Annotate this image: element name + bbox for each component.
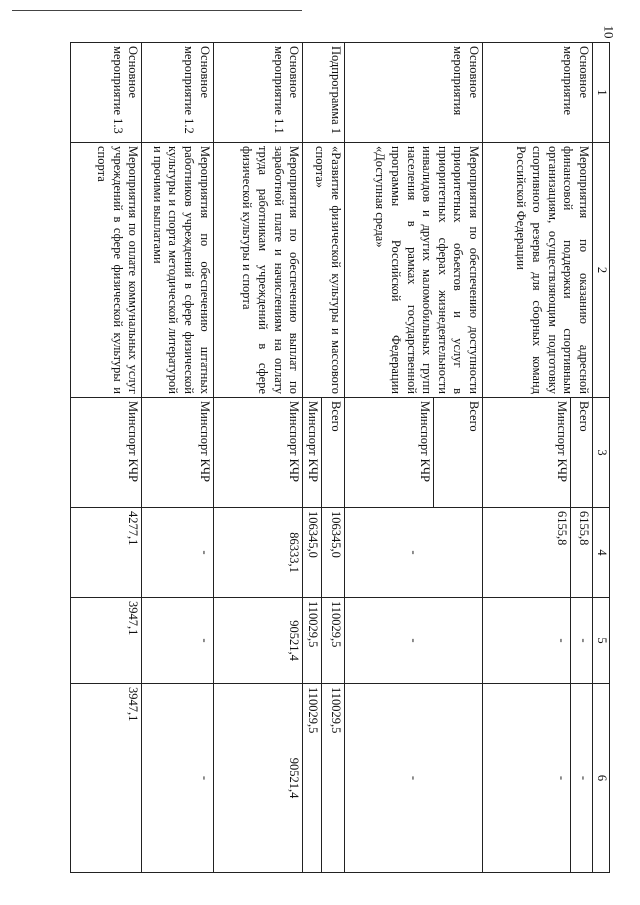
value-year-6-cell: 3947,1 (71, 684, 142, 873)
page-number: 10 (601, 25, 617, 39)
value-year-5-cell: - (570, 598, 592, 684)
value-year-6-cell: 110029,5 (303, 684, 322, 873)
value-year-6-cell: - (570, 684, 592, 873)
event-type-cell: Основное мероприятие (483, 43, 593, 143)
table-row (570, 43, 592, 873)
value-year-5-cell: 110029,5 (303, 598, 322, 684)
value-year-4-cell: 106345,0 (303, 508, 322, 598)
event-description-cell: Мероприятия по обеспечению штатных работников учреждений в сфере физической культуры и спорта методической литературой и прочими выплатами (142, 143, 213, 398)
rotated-table-container (70, 42, 610, 872)
value-year-4-cell: - (344, 508, 482, 598)
value-year-5-cell: - (483, 598, 571, 684)
executor-cell: Минспорт КЧР (71, 398, 142, 508)
event-type-cell: Подпрограмма 1 (303, 43, 344, 143)
executor-cell: Минспорт КЧР (213, 398, 303, 508)
header-row (593, 43, 610, 873)
value-year-4-cell: 4277,1 (71, 508, 142, 598)
budget-table (70, 42, 610, 873)
executor-cell: Минспорт КЧР (483, 398, 571, 508)
value-year-6-cell: 90521,4 (213, 684, 303, 873)
value-year-4-cell: 6155,8 (483, 508, 571, 598)
event-type-cell: Основное мероприятие 1.1 (213, 43, 303, 143)
top-rule (12, 10, 302, 11)
col-header-2: 2 (593, 143, 610, 398)
col-header-6: 6 (593, 684, 610, 873)
value-year-6-cell: - (344, 684, 482, 873)
executor-cell: Минспорт КЧР (142, 398, 213, 508)
event-description-cell: «Развитие физической культуры и массового спорта» (303, 143, 344, 398)
value-year-5-cell: - (344, 598, 482, 684)
value-year-6-cell: - (483, 684, 571, 873)
event-description-cell: Мероприятия по обеспечению выплат по заработной плате и начислениям на оплату труда работникам учреждений в сфере физической культуры и спорта (213, 143, 303, 398)
event-description-cell: Мероприятия по оказанию адресной финансовой поддержки спортивным организациям, осуществляющим подготовку спортивного резерва для сборных команд Российской Федерации (483, 143, 593, 398)
value-year-6-cell: 110029,5 (322, 684, 344, 873)
executor-cell: Всего (322, 398, 344, 508)
value-year-4-cell: 6155,8 (570, 508, 592, 598)
executor-cell: Минспорт КЧР (303, 398, 322, 508)
executor-cell: Всего (434, 398, 483, 508)
col-header-3: 3 (593, 398, 610, 508)
table-row (71, 43, 142, 873)
table-row (322, 43, 344, 873)
col-header-5: 5 (593, 598, 610, 684)
value-year-5-cell: - (142, 598, 213, 684)
value-year-4-cell: - (142, 508, 213, 598)
executor-cell: Минспорт КЧР (344, 398, 434, 508)
value-year-5-cell: 90521,4 (213, 598, 303, 684)
table-row (142, 43, 213, 873)
col-header-4: 4 (593, 508, 610, 598)
event-type-cell: Основное мероприятия (344, 43, 482, 143)
value-year-6-cell: - (142, 684, 213, 873)
table-row (434, 43, 483, 873)
value-year-4-cell: 106345,0 (322, 508, 344, 598)
value-year-5-cell: 110029,5 (322, 598, 344, 684)
event-description-cell: Мероприятия по обеспечению доступности приоритетных объектов и услуг в приоритетных сферах жизнедеятельности инвалидов и других маломобильных групп населения в рамках государственной программы Российской Федерации «Доступная среда» (344, 143, 482, 398)
event-type-cell: Основное мероприятие 1.2 (142, 43, 213, 143)
table-row (213, 43, 303, 873)
event-description-cell: Мероприятия по оплате коммунальных услуг учреждений в сфере физической культуры и спорта (71, 143, 142, 398)
value-year-4-cell: 86333,1 (213, 508, 303, 598)
event-type-cell: Основное мероприятие 1.3 (71, 43, 142, 143)
executor-cell: Всего (570, 398, 592, 508)
col-header-1: 1 (593, 43, 610, 143)
value-year-5-cell: 3947,1 (71, 598, 142, 684)
